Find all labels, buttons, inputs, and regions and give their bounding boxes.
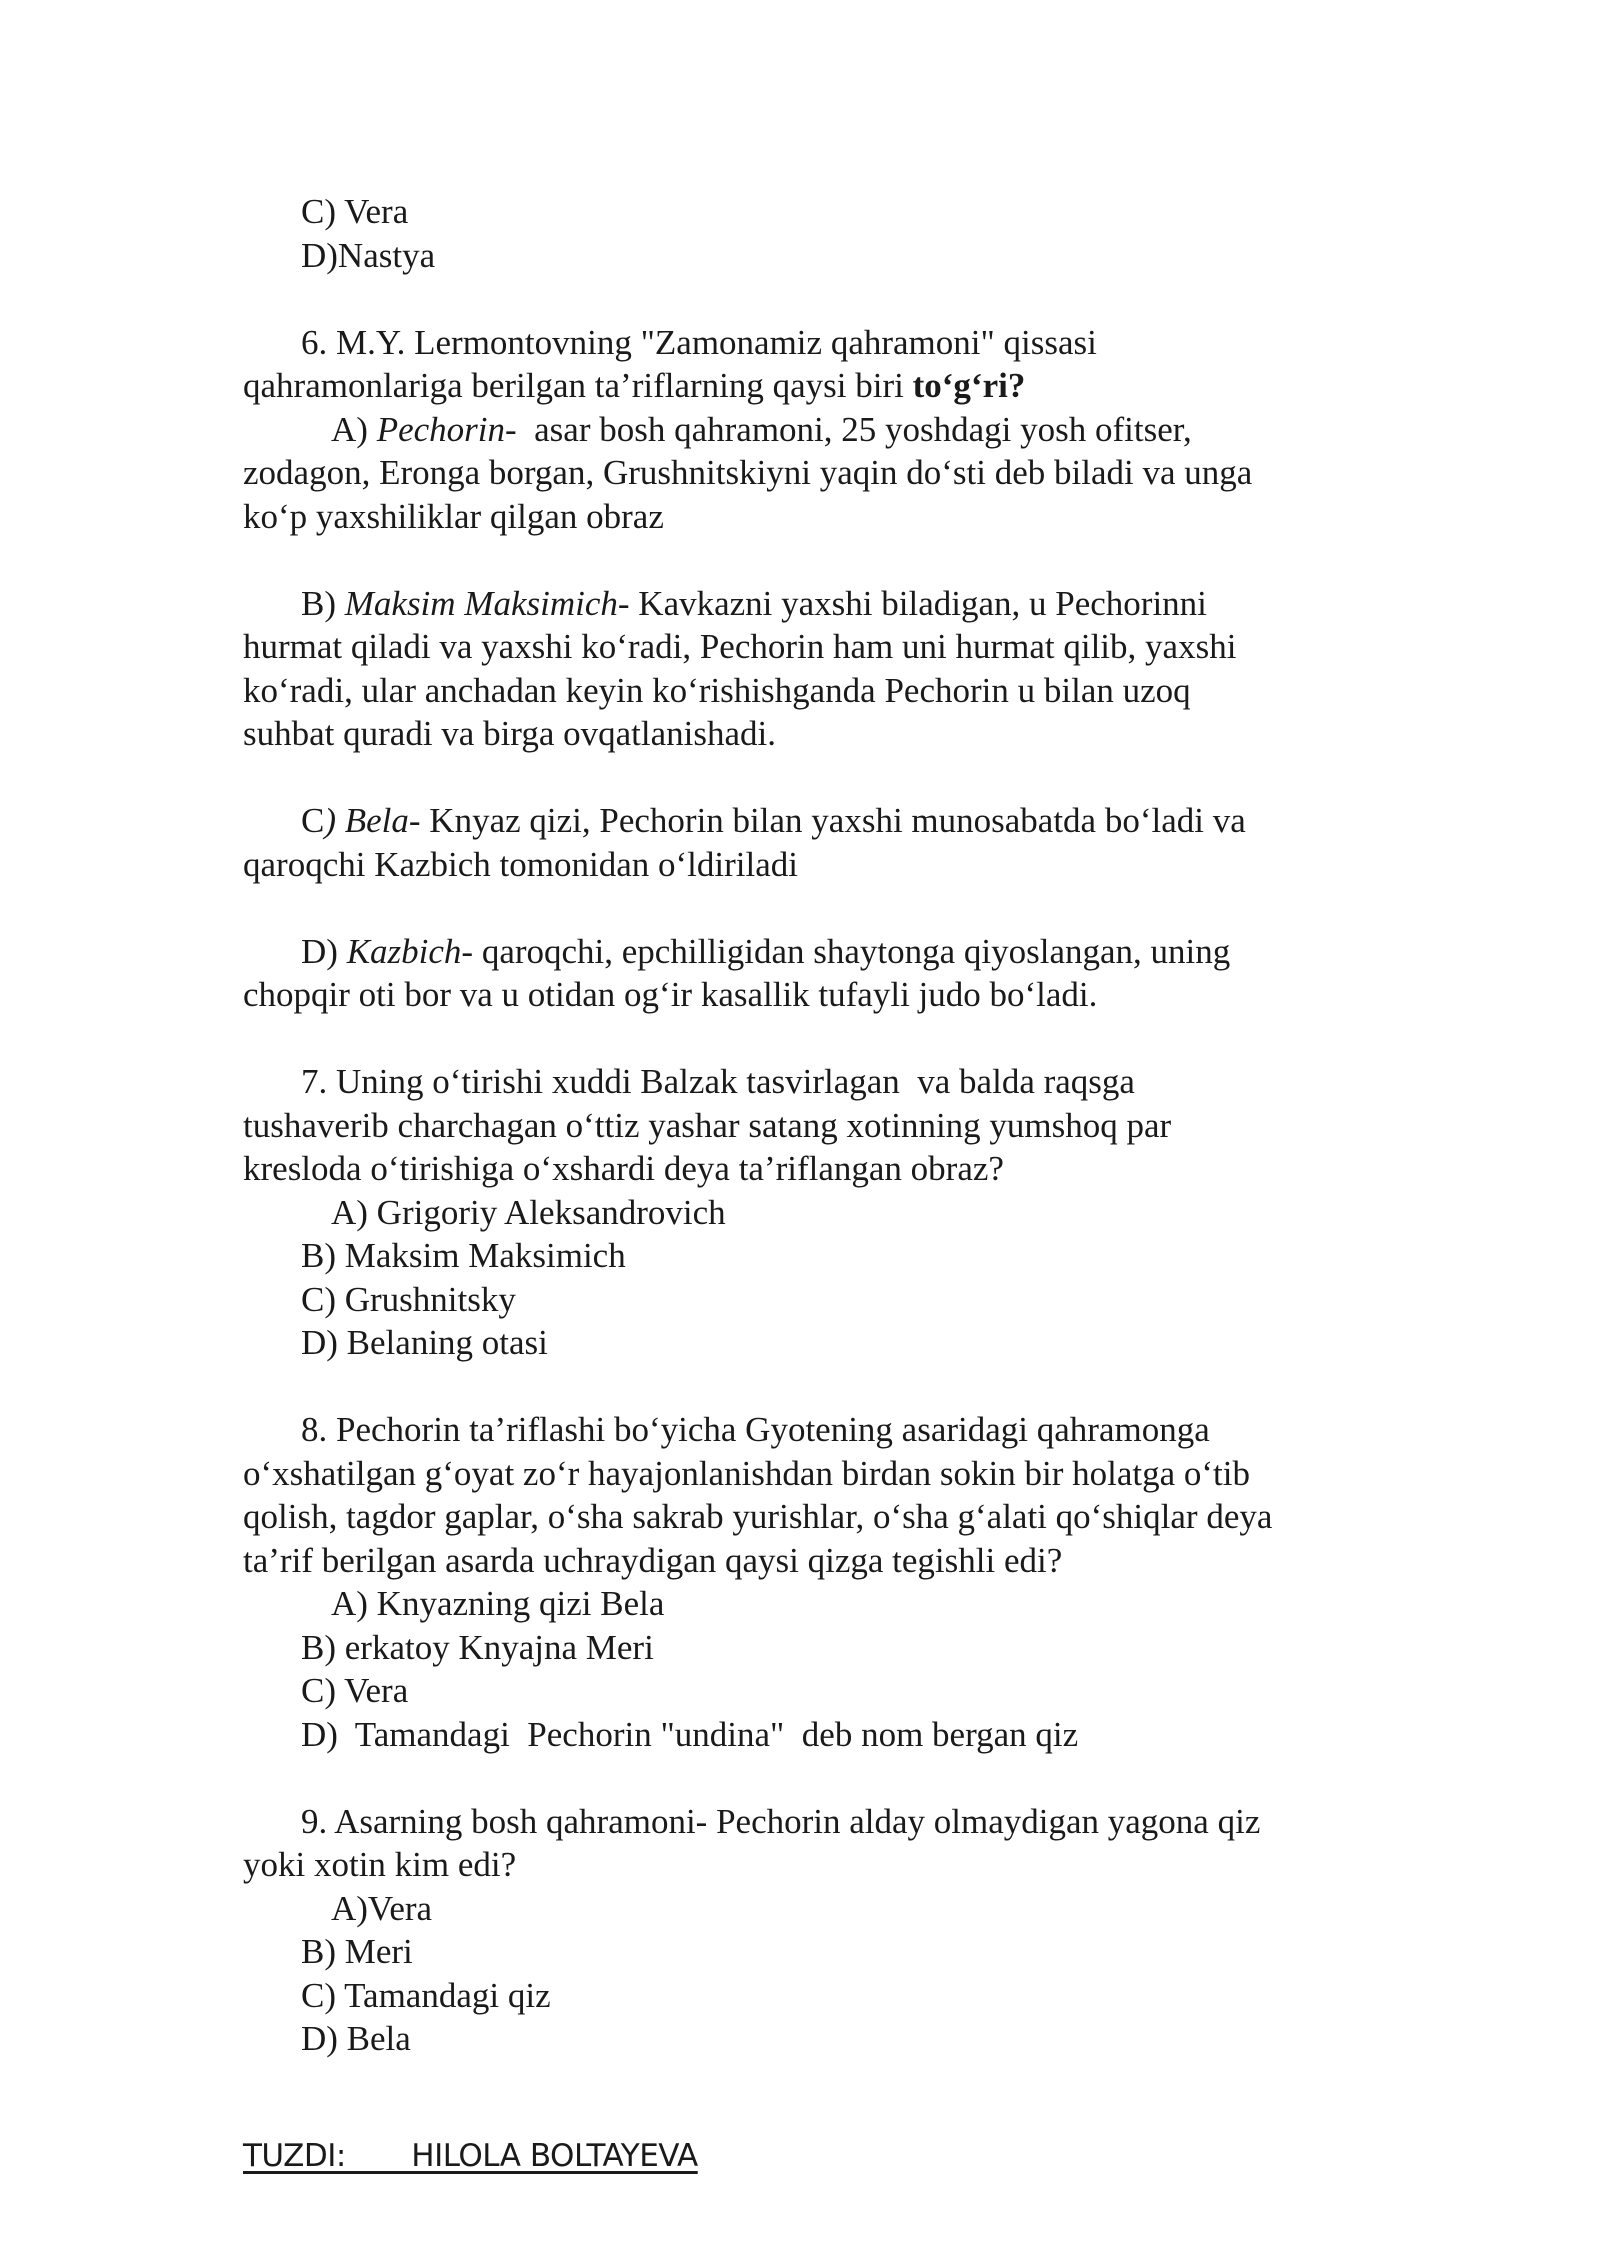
q6-option-b-line-2: hurmat qiladi va yaxshi ko‘radi, Pechorin ham uni hurmat qilib, yaxshi (243, 627, 1237, 666)
q9-option-a: A)Vera (331, 1888, 433, 1928)
q8-stem-line-4: ta’rif berilgan asarda uchraydigan qaysi qizga tegishli edi? (243, 1540, 1063, 1580)
q7-option-b: B) Maksim Maksimich (301, 1236, 626, 1275)
q6-stem-line-1: 6. M.Y. Lermontovning "Zamonamiz qahramoni" qissasi (301, 322, 1097, 362)
q9-stem-line-2: yoki xotin kim edi? (243, 1845, 517, 1884)
q9-option-c: C) Tamandagi qiz (301, 1975, 551, 2015)
q5-option-d: D)Nastya (301, 235, 436, 275)
q8-option-b: B) erkatoy Knyajna Meri (301, 1627, 654, 1667)
q9-stem-line-1: 9. Asarning bosh qahramoni- Pechorin alday olmaydigan yagona qiz (301, 1801, 1261, 1841)
q7-stem-line-2: tushaverib charchagan o‘ttiz yashar satang xotinning yumshoq par (243, 1105, 1172, 1145)
q6-option-a-line-2: zodagon, Eronga borgan, Grushnitskiyni yaqin do‘sti deb biladi va unga (243, 453, 1253, 492)
q6-option-d-prefix: D) (301, 931, 347, 971)
q6-option-c-line-1 (243, 799, 1373, 843)
q6-option-d-text: - qaroqchi, epchilligidan shaytonga qiyoslangan, uning (461, 931, 1231, 971)
q8-option-a: A) Knyazning qizi Bela (331, 1584, 665, 1623)
q8-stem-line-3: qolish, tagdor gaplar, o‘sha sakrab yurishlar, o‘sha g‘alati qo‘shiqlar deya (243, 1497, 1273, 1536)
spacer (243, 277, 1373, 321)
spacer (243, 1756, 1373, 1800)
q7-option-a: A) Grigoriy Aleksandrovich (331, 1192, 726, 1232)
spacer (243, 886, 1373, 930)
q9-option-d: D) Bela (301, 2019, 411, 2058)
q6-stem-line-2 (243, 364, 1373, 408)
q7-stem-line-3: kresloda o‘tirishiga o‘xshardi deya ta’riflangan obraz? (243, 1149, 1004, 1188)
q6-option-c-name: ) Bela (324, 801, 409, 840)
q6-option-d-name: Kazbich (346, 931, 462, 971)
q6-option-c-text: - Knyaz qizi, Pechorin bilan yaxshi munosabatda bo‘ladi va (408, 801, 1246, 840)
spacer (243, 1365, 1373, 1409)
q6-option-b-prefix: B) (301, 583, 345, 623)
q6-option-a-line-1 (243, 408, 1373, 452)
q6-option-b-text: - Kavkazni yaxshi biladigan, u Pechorinni (617, 583, 1207, 623)
q6-option-c-prefix: C (301, 801, 325, 840)
q6-stem-text: qahramonlariga berilgan ta’riflarning qaysi biri (243, 366, 913, 405)
q9-option-b: B) Meri (301, 1932, 413, 1971)
document-body (243, 190, 1373, 2061)
q8-stem-line-2: o‘xshatilgan g‘oyat zo‘r hayajonlanishdan birdan sokin bir holatga o‘tib (243, 1453, 1250, 1493)
spacer (243, 538, 1373, 582)
q8-option-d: D) Tamandagi Pechorin "undina" deb nom bergan qiz (301, 1714, 1079, 1754)
spacer (243, 1017, 1373, 1061)
q7-option-c: C) Grushnitsky (301, 1279, 516, 1319)
author-credit: TUZDI: HILOLA BOLTAYEVA (243, 2138, 698, 2174)
q6-option-a-name: Pechorin (376, 409, 505, 449)
q6-option-b-line-1 (243, 582, 1373, 626)
q6-stem-emphasis: to‘g‘ri? (912, 366, 1026, 405)
spacer (243, 756, 1373, 800)
q6-option-a-prefix: A) (331, 409, 377, 449)
q7-stem-line-1: 7. Uning o‘tirishi xuddi Balzak tasvirlagan va balda raqsga (301, 1062, 1135, 1101)
q6-option-a-line-3: ko‘p yaxshiliklar qilgan obraz (243, 496, 664, 536)
q6-option-b-line-4: suhbat quradi va birga ovqatlanishadi. (243, 714, 776, 753)
q7-option-d: D) Belaning otasi (301, 1323, 548, 1362)
q6-option-d-line-2: chopqir oti bor va u otidan og‘ir kasallik tufayli judo bo‘ladi. (243, 975, 1098, 1014)
q6-option-b-name: Maksim Maksimich (344, 583, 618, 623)
q8-stem-line-1: 8. Pechorin ta’riflashi bo‘yicha Gyotening asaridagi qahramonga (301, 1410, 1210, 1449)
q6-option-a-text: - asar bosh qahramoni, 25 yoshdagi yosh ofitser, (504, 409, 1192, 449)
q6-option-c-line-2: qaroqchi Kazbich tomonidan o‘ldiriladi (243, 844, 798, 884)
q6-option-b-line-3: ko‘radi, ular anchadan keyin ko‘rishishganda Pechorin u bilan uzoq (243, 670, 1191, 710)
q5-option-c: C) Vera (301, 192, 409, 231)
q8-option-c: C) Vera (301, 1671, 409, 1710)
q6-option-d-line-1 (243, 930, 1373, 974)
